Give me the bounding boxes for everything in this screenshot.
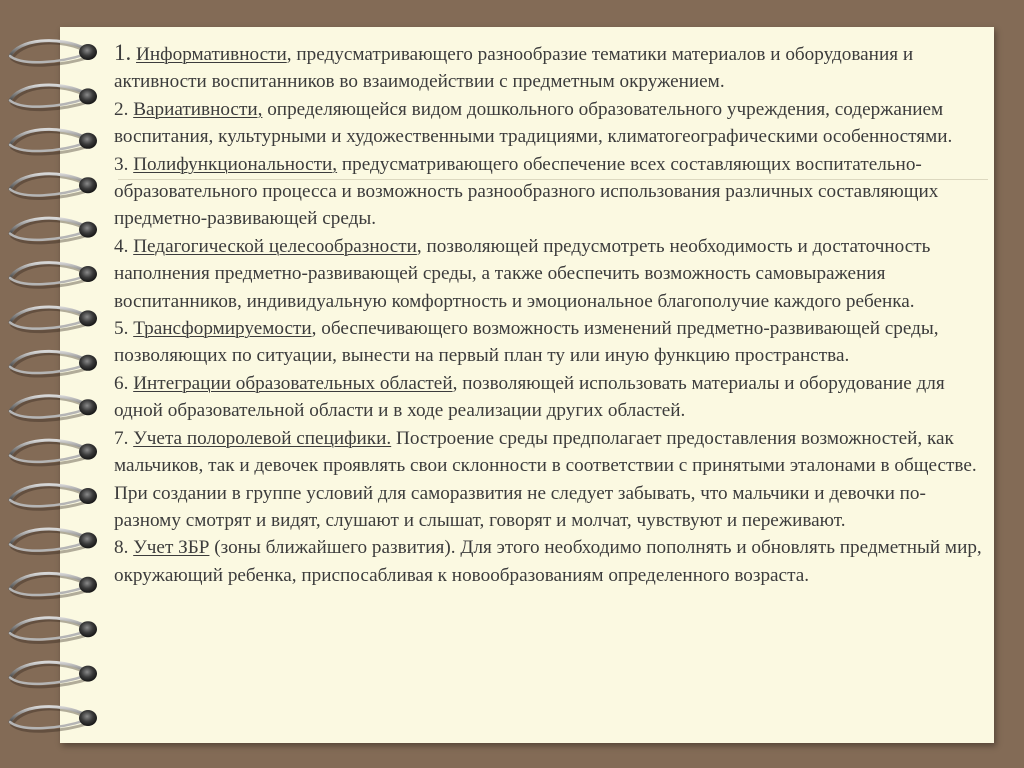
spiral-binding-ring-icon (10, 618, 97, 643)
item-text: , обеспечивающего возможность изменений предметно-развивающей среды, позволяющих по ситуации, вынести на первый план ту или иную функцию пространства. (114, 318, 939, 367)
item-text: (зоны ближайшего развития). Для этого необходимо пополнять и обновлять предметный мир, окружающий ребенка, приспосабливая к новообразованиям определенного возраста. (114, 537, 982, 586)
item-number: 3. (114, 153, 129, 175)
principles-list (114, 39, 986, 589)
item-term: Учет ЗБР (133, 537, 210, 559)
principle-item-8 (114, 534, 986, 589)
spiral-binding-ring-icon (10, 396, 97, 421)
principle-item-7 (114, 425, 986, 535)
item-number: 1. (114, 40, 132, 65)
spiral-binding (0, 0, 110, 768)
spiral-binding-ring-icon (10, 85, 97, 110)
principle-item-6 (114, 370, 986, 425)
principle-item-2 (114, 96, 986, 151)
item-number: 7. (114, 427, 129, 449)
item-number: 2. (114, 98, 129, 120)
spiral-binding-ring-icon (10, 573, 97, 598)
principle-item-3 (114, 151, 986, 233)
item-term: Трансформируемости (133, 318, 312, 340)
item-number: 8. (114, 537, 129, 559)
principle-item-5 (114, 315, 986, 370)
item-number: 6. (114, 372, 129, 394)
item-text: определяющейся видом дошкольного образовательного учреждения, содержанием воспитания, культурными и художественными традициями, климатогеографическими особенностями. (114, 98, 953, 148)
item-term: Педагогической целесообразности (133, 235, 417, 257)
spiral-binding-ring-icon (10, 263, 97, 288)
item-text: , позволяющей предусмотреть необходимость и достаточность наполнения предметно-развивающей среды, а также обеспечить возможность самовыражения воспитанников, индивидуальную комфортность и эмоциональное благополучие каждого ребенка. (114, 235, 931, 312)
item-number: 5. (114, 318, 129, 340)
spiral-binding-ring-icon (10, 707, 97, 732)
item-text: , позволяющей использовать материалы и оборудование для одной образовательной области и в ходе реализации других областей. (114, 372, 945, 422)
spiral-binding-ring-icon (10, 351, 97, 376)
principle-item-4 (114, 233, 986, 315)
spiral-binding-ring-icon (10, 307, 97, 332)
item-term: Полифункциональности, (133, 153, 338, 175)
principle-item-1 (114, 39, 986, 96)
spiral-binding-ring-icon (10, 485, 97, 510)
spiral-binding-ring-icon (10, 129, 97, 154)
spiral-binding-ring-icon (10, 662, 97, 687)
item-term: Учета полоролевой специфики. (133, 427, 392, 449)
item-number: 4. (114, 235, 129, 257)
item-term: Информативности (136, 44, 287, 65)
item-text: , предусматривающего разнообразие тематики материалов и оборудования и активности воспитанников во взаимодействии с предметным окружением. (114, 44, 914, 93)
spiral-binding-ring-icon (10, 440, 97, 465)
spiral-binding-ring-icon (10, 218, 97, 243)
item-text: предусматривающего обеспечение всех составляющих воспитательно-образовательного процесса и возможность разнообразного использования различных составляющих предметно-развивающей среды. (114, 153, 939, 230)
item-term: Вариативности, (133, 98, 263, 120)
item-text: Построение среды предполагает предоставления возможностей, как мальчиков, так и девочек проявлять свои склонности в соответствии с принятыми эталонами в обществе. При создании в группе условий для саморазвития не следует забывать, что мальчики и девочки по-разному смотрят и видят, слушают и слышат, говорят и молчат, чувствуют и переживают. (114, 427, 977, 531)
spiral-binding-ring-icon (10, 41, 97, 66)
spiral-binding-ring-icon (10, 529, 97, 554)
spiral-binding-ring-icon (10, 174, 97, 199)
notebook-page (60, 27, 994, 743)
item-term: Интеграции образовательных областей (133, 372, 453, 394)
